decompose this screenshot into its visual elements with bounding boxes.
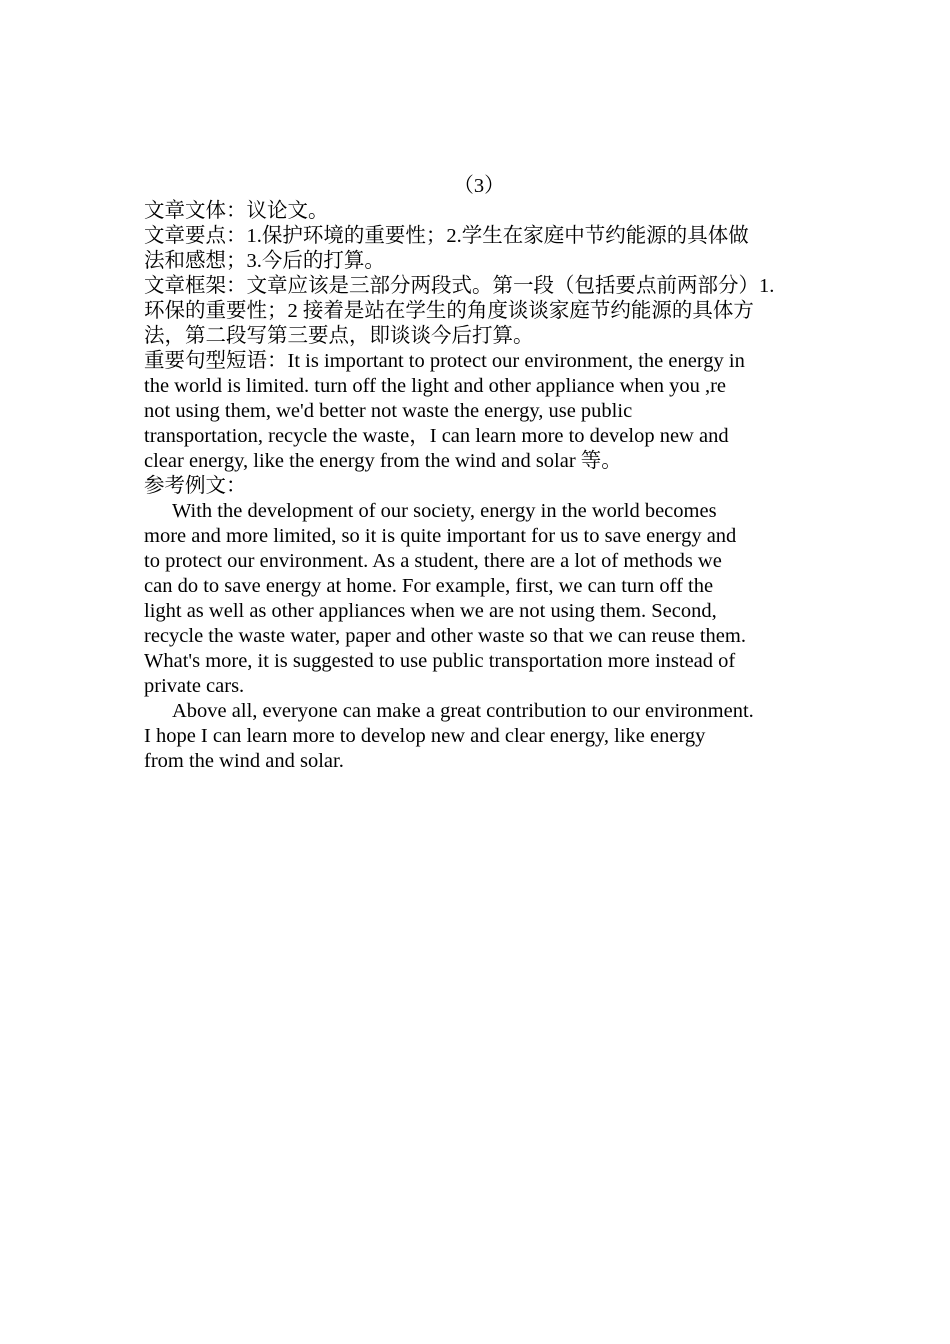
sample-essay-label: 参考例文：	[144, 475, 247, 497]
key-phrases	[144, 349, 810, 474]
sample-line: What's more, it is suggested to use public transportation more instead of	[144, 650, 736, 672]
sample-line: I hope I can learn more to develop new and clear energy, like energy	[144, 725, 706, 747]
sample-paragraph-2	[144, 699, 810, 774]
sample-line: recycle the waste water, paper and other waste so that we can reuse them.	[144, 625, 746, 647]
sample-line: from the wind and solar.	[144, 750, 344, 772]
sample-line: more and more limited, so it is quite important for us to save energy and	[144, 525, 737, 547]
essay-style-line: 文章文体：议论文。	[144, 200, 329, 222]
essay-points	[144, 224, 810, 274]
sample-line: can do to save energy at home. For example, first, we can turn off the	[144, 575, 714, 597]
phrases-line: 重要句型短语：It is important to protect our environment, the energy in	[144, 350, 745, 372]
sample-line: With the development of our society, energy in the world becomes	[172, 500, 717, 522]
phrases-line: clear energy, like the energy from the wind and solar 等。	[144, 450, 622, 472]
phrases-line: transportation, recycle the waste，I can learn more to develop new and	[144, 425, 729, 447]
document-page	[144, 174, 810, 774]
section-number: （3）	[453, 175, 505, 197]
phrases-line: not using them, we'd better not waste the energy, use public	[144, 400, 633, 422]
framework-line: 文章框架：文章应该是三部分两段式。第一段（包括要点前两部分）1.	[144, 275, 775, 297]
sample-line: Above all, everyone can make a great contribution to our environment.	[172, 700, 754, 722]
sample-line: light as well as other appliances when we are not using them. Second,	[144, 600, 717, 622]
points-line: 法和感想；3.今后的打算。	[144, 250, 385, 272]
framework-line: 环保的重要性；2 接着是站在学生的角度谈谈家庭节约能源的具体方	[144, 300, 754, 322]
essay-framework	[144, 274, 810, 349]
sample-line: private cars.	[144, 675, 245, 697]
sample-line: to protect our environment. As a student, there are a lot of methods we	[144, 550, 722, 572]
framework-line: 法，第二段写第三要点，即谈谈今后打算。	[144, 325, 534, 347]
points-line: 文章要点：1.保护环境的重要性；2.学生在家庭中节约能源的具体做	[144, 225, 749, 247]
phrases-line: the world is limited. turn off the light and other appliance when you ,re	[144, 375, 727, 397]
sample-paragraph-1	[144, 499, 810, 699]
